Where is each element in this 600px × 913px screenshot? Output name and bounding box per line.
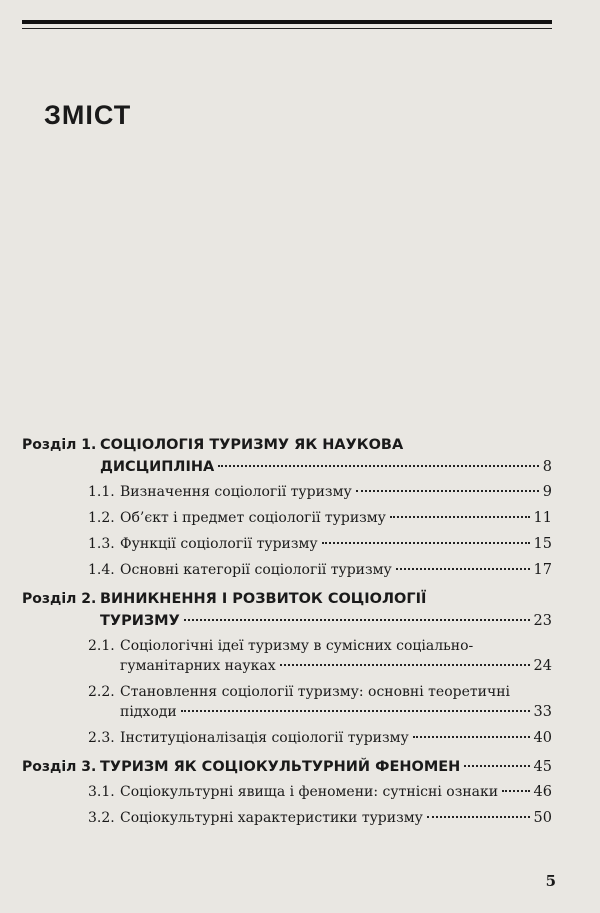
toc-entry (88, 534, 552, 554)
toc-entry (88, 808, 552, 828)
toc-entry (88, 636, 552, 676)
section-title-line2: ТУРИЗМ ЯК СОЦІОКУЛЬТУРНИЙ ФЕНОМЕН (100, 759, 461, 775)
section-label: Розділ 1. (22, 437, 97, 453)
section-title-line (100, 610, 552, 632)
section-title-line1: ВИНИКНЕННЯ І РОЗВИТОК СОЦІОЛОГІЇ (100, 591, 427, 607)
entry-number: 2.3. (88, 730, 115, 746)
entry-title: Визначення соціології туризму (120, 484, 352, 500)
subsection-list (88, 482, 552, 580)
dot-leader (181, 710, 530, 712)
entry-page-number: 40 (533, 730, 552, 746)
dot-leader (218, 465, 539, 467)
toc-section-1 (22, 434, 552, 580)
section-title (100, 588, 552, 632)
dot-leader (390, 516, 530, 518)
section-title-line2: ТУРИЗМУ (100, 613, 180, 629)
section-label: Розділ 3. (22, 759, 97, 775)
section-heading (22, 588, 552, 632)
entry-number: 3.1. (88, 784, 115, 800)
section-heading (22, 434, 552, 478)
section-title (100, 434, 552, 478)
section-title-line (100, 456, 552, 478)
section-heading (22, 756, 552, 778)
entry-page-number: 11 (533, 510, 552, 526)
entry-title: Соціокультурні явища і феномени: сутнісні ознаки (120, 784, 499, 800)
entry-page-number: 9 (542, 484, 552, 500)
dot-leader (322, 542, 530, 544)
entry-number: 1.2. (88, 510, 115, 526)
entry-number: 2.2. (88, 684, 115, 700)
section-title-line2: ДИСЦИПЛІНА (100, 459, 215, 475)
header-rule-thick (22, 20, 552, 24)
toc-section-3 (22, 756, 552, 828)
toc-section-2 (22, 588, 552, 748)
toc-entry (88, 728, 552, 748)
subsection-list (88, 636, 552, 748)
dot-leader (280, 664, 530, 666)
toc-entry (88, 482, 552, 502)
entry-title-line1: Соціологічні ідеї туризму в сумісних соціально- (120, 638, 474, 654)
entry-number: 3.2. (88, 810, 115, 826)
entry-title-line2: гуманітарних науках (120, 658, 276, 674)
entry-page-number: 17 (533, 562, 552, 578)
subsection-list (88, 782, 552, 828)
dot-leader (184, 619, 530, 621)
section-page-number: 23 (533, 613, 552, 629)
entry-page-number: 24 (533, 658, 552, 674)
dot-leader (464, 765, 529, 767)
dot-leader (427, 816, 530, 818)
toc-entry (88, 782, 552, 802)
entry-page-number: 15 (533, 536, 552, 552)
dot-leader (413, 736, 530, 738)
table-of-contents (22, 434, 552, 836)
dot-leader (502, 790, 529, 792)
entry-number: 2.1. (88, 638, 115, 654)
section-title-line (100, 756, 552, 778)
entry-page-number: 46 (533, 784, 552, 800)
entry-title-line2: підходи (120, 704, 177, 720)
section-label: Розділ 2. (22, 591, 97, 607)
dot-leader (356, 490, 539, 492)
toc-entry (88, 682, 552, 722)
entry-title: Соціокультурні характеристики туризму (120, 810, 423, 826)
entry-title: Основні категорії соціології туризму (120, 562, 392, 578)
toc-entry (88, 508, 552, 528)
entry-title: Інституціоналізація соціології туризму (120, 730, 409, 746)
entry-number: 1.3. (88, 536, 115, 552)
header-rule-thin (22, 28, 552, 29)
entry-page-number: 33 (533, 704, 552, 720)
section-title-line1: СОЦІОЛОГІЯ ТУРИЗМУ ЯК НАУКОВА (100, 437, 404, 453)
entry-number: 1.1. (88, 484, 115, 500)
section-page-number: 45 (533, 759, 552, 775)
entry-page-number: 50 (533, 810, 552, 826)
toc-entry (88, 560, 552, 580)
page-number: 5 (545, 872, 556, 890)
entry-title: Функції соціології туризму (120, 536, 318, 552)
entry-title: Об’єкт і предмет соціології туризму (120, 510, 386, 526)
entry-title-line1: Становлення соціології туризму: основні теоретичні (120, 684, 511, 700)
section-page-number: 8 (542, 459, 552, 475)
entry-number: 1.4. (88, 562, 115, 578)
dot-leader (396, 568, 530, 570)
page-title: ЗМІСТ (44, 100, 132, 130)
